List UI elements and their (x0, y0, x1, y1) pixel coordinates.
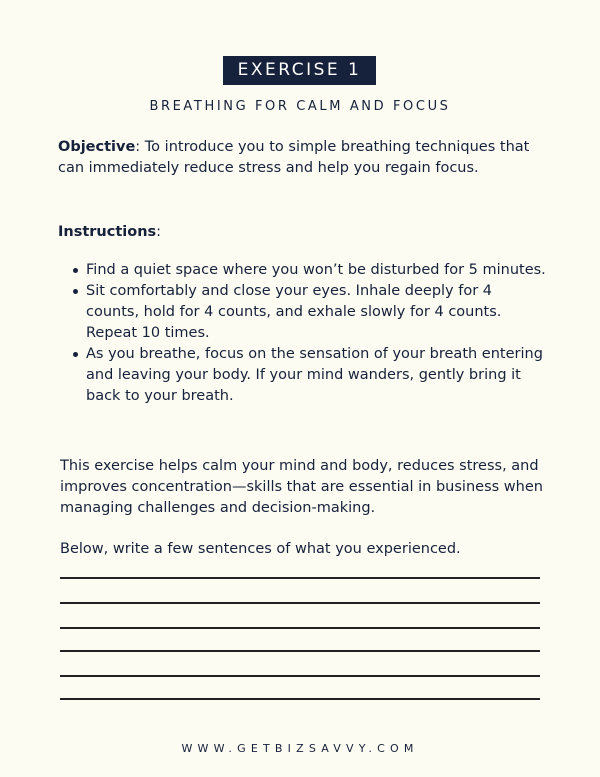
instruction-step (86, 260, 546, 281)
exercise-title-badge: EXERCISE 1 (223, 56, 376, 85)
bullet-icon (73, 268, 78, 273)
instruction-step-text: Find a quiet space where you won’t be disturbed for 5 minutes. (86, 262, 546, 278)
instruction-step-text: Sit comfortably and close your eyes. Inhale deeply for 4 counts, hold for 4 counts, and exhale slowly for 4 counts. Repeat 10 times. (86, 283, 502, 341)
writing-line[interactable] (60, 698, 540, 700)
objective-label: Objective (58, 139, 136, 155)
writing-line[interactable] (60, 627, 540, 629)
instructions-list (86, 260, 546, 407)
bullet-icon (73, 289, 78, 294)
instruction-step (86, 344, 546, 407)
objective-text: : To introduce you to simple breathing techniques that can immediately reduce stress and help you regain focus. (58, 139, 530, 176)
writing-prompt: Below, write a few sentences of what you experienced. (60, 541, 461, 557)
objective-paragraph (58, 137, 548, 179)
writing-line[interactable] (60, 650, 540, 652)
writing-line[interactable] (60, 577, 540, 579)
writing-line[interactable] (60, 675, 540, 677)
instructions-suffix: : (156, 224, 162, 240)
bullet-icon (73, 352, 78, 357)
instructions-label: Instructions (58, 224, 157, 240)
summary-paragraph: This exercise helps calm your mind and body, reduces stress, and improves concentration—skills that are essential in business when managing challenges and decision-making. (60, 458, 543, 516)
writing-line[interactable] (60, 602, 540, 604)
exercise-subtitle: BREATHING FOR CALM AND FOCUS (149, 99, 451, 114)
instruction-step-text: As you breathe, focus on the sensation of your breath entering and leaving your body. If your mind wanders, gently bring it back to your breath. (86, 346, 543, 404)
instruction-step (86, 281, 546, 344)
footer-website: WWW.GETBIZSAVVY.COM (181, 742, 419, 755)
instructions-heading (58, 222, 548, 243)
